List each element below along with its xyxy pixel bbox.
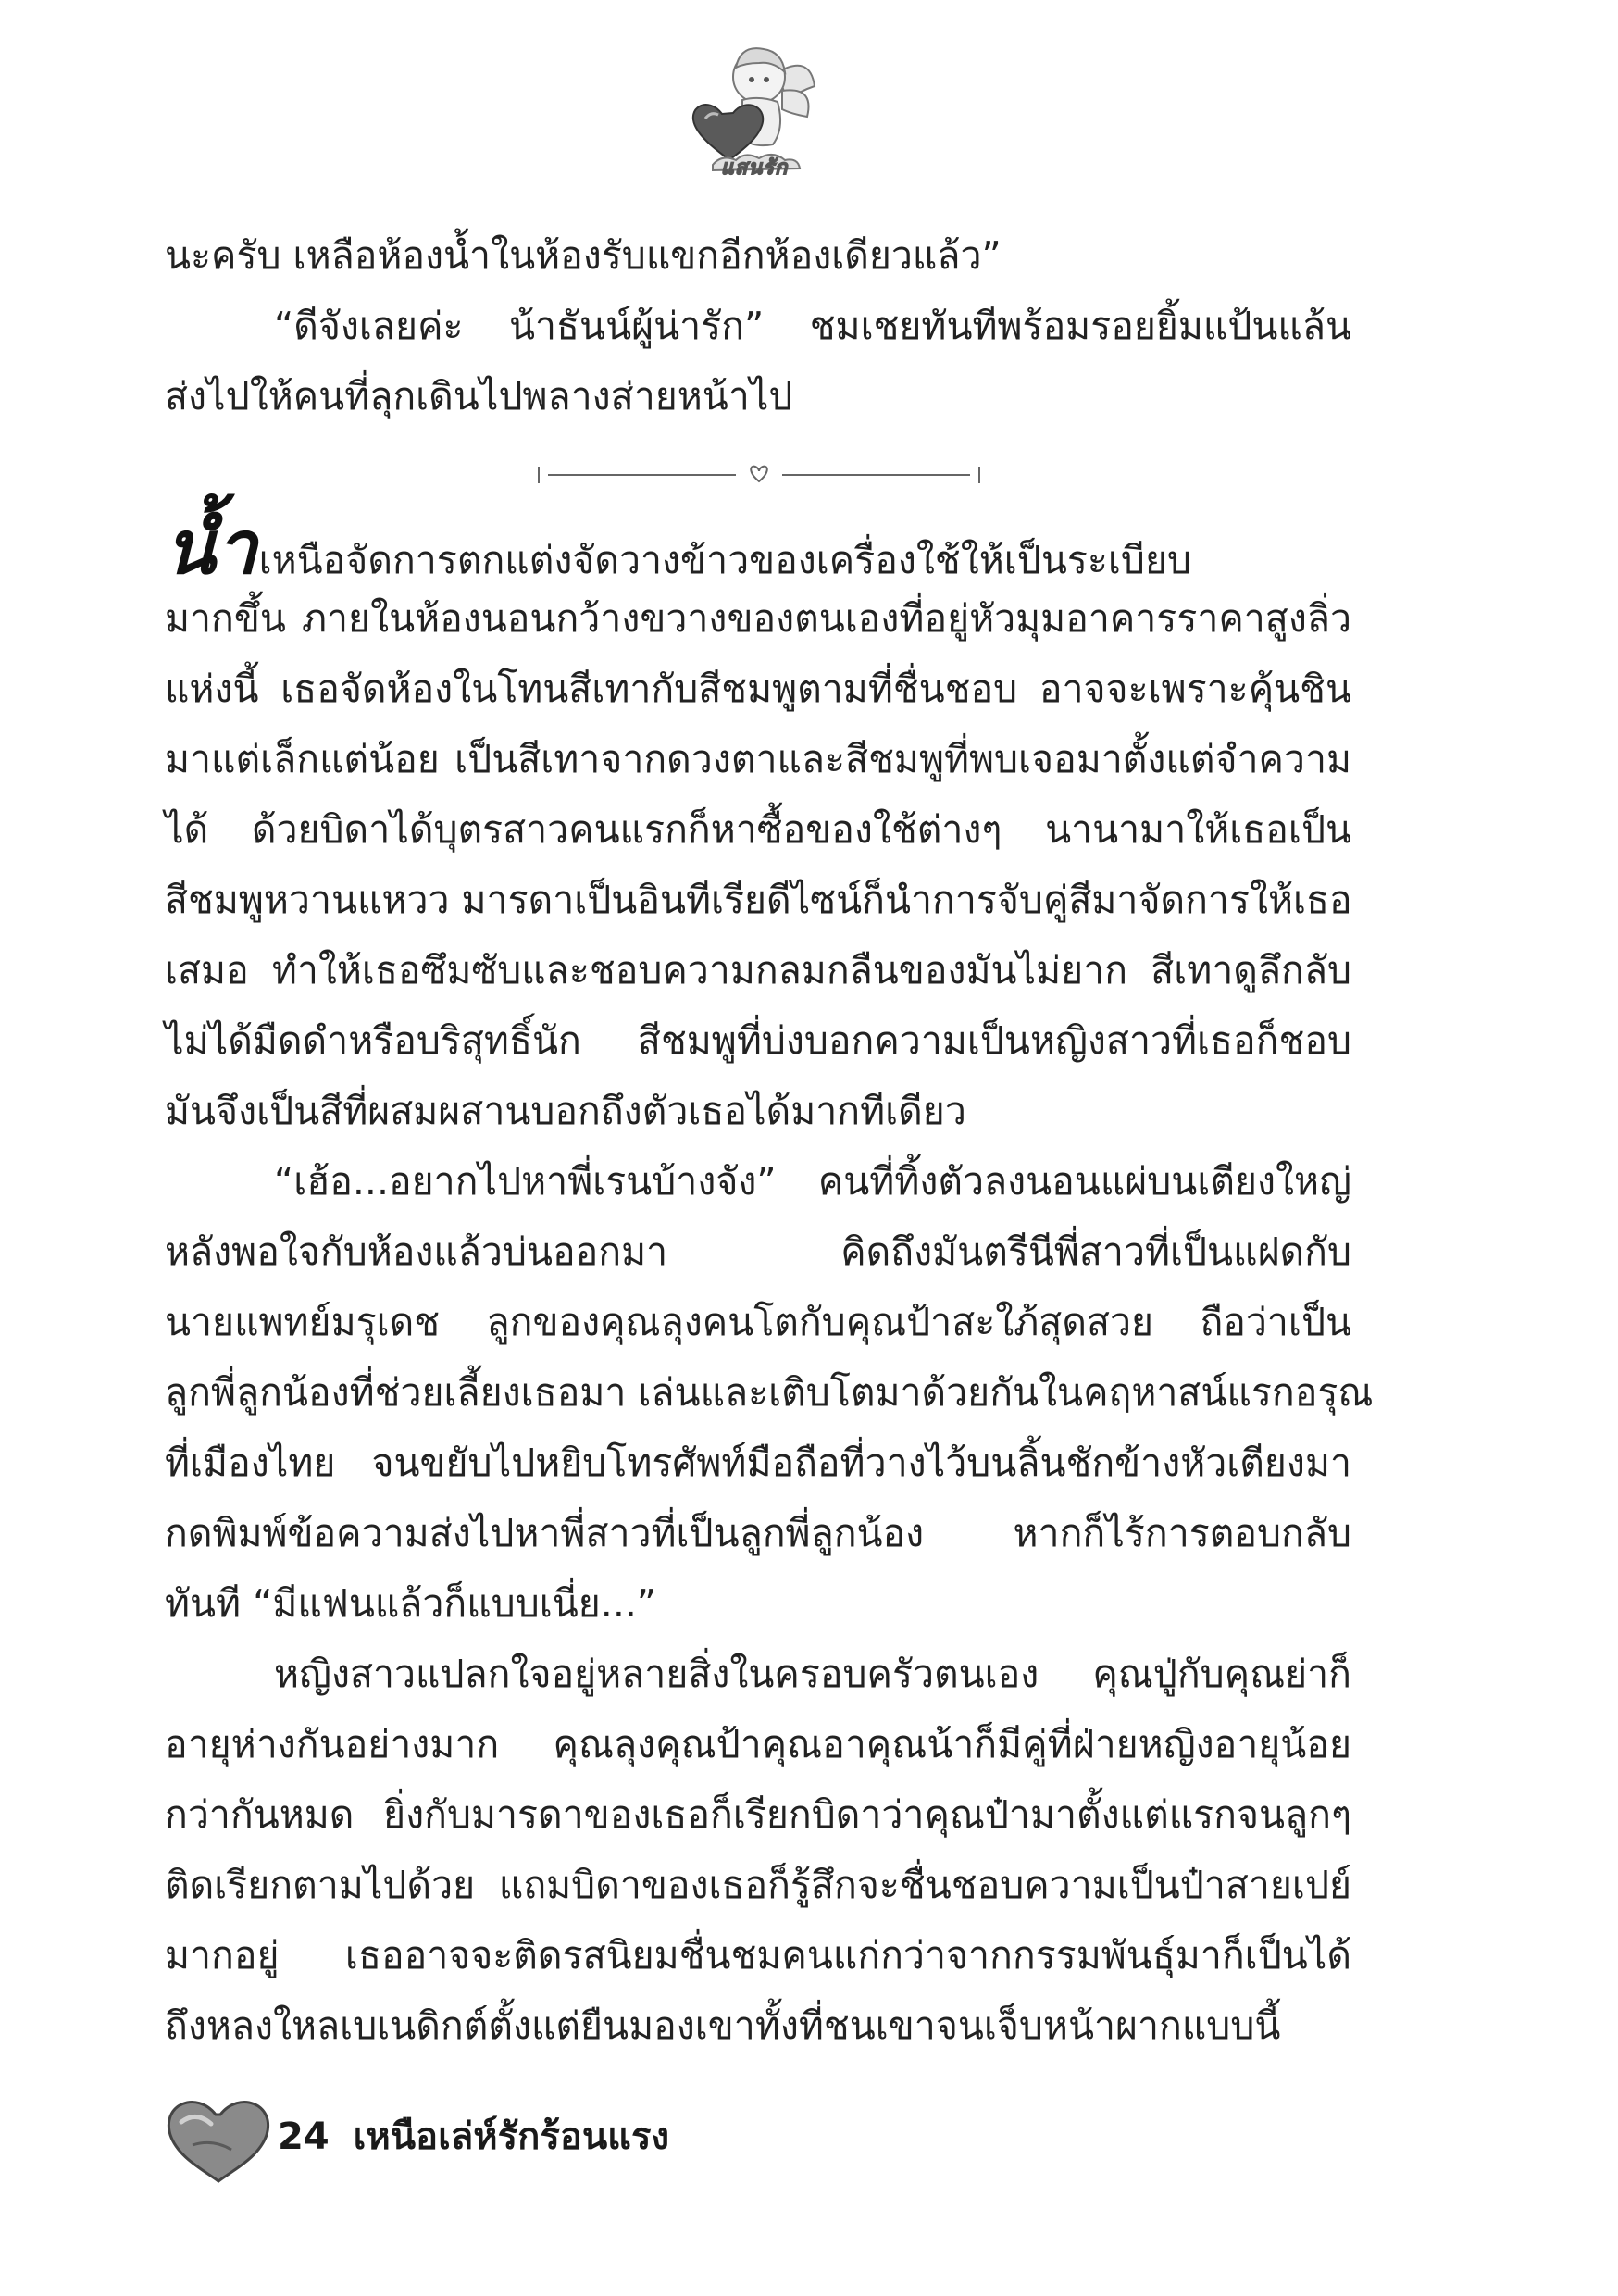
text-line: มันจึงเป็นสีที่ผสมผสานบอกถึงตัวเธอได้มากทีเดียว: [165, 1089, 966, 1133]
text-line: กว่ากันหมด ยิ่งกับมารดาของเธอก็เรียกบิดาว่าคุณป๋ามาตั้งแต่แรกจนลูกๆ: [165, 1792, 1351, 1837]
first-line-text: เหนือจัดการตกแต่งจัดวางข้าวของเครื่องใช้ให้เป็นระเบียบ: [258, 538, 1191, 582]
footer-heart-icon: [165, 2094, 274, 2185]
text-line: ที่เมืองไทย จนขยับไปหยิบโทรศัพท์มือถือที่วางไว้บนลิ้นชักข้างหัวเตียงมา: [165, 1441, 1351, 1485]
text-line: มากอยู่ เธออาจจะติดรสนิยมชื่นชมคนแก่กว่าจากกรรมพันธุ์มาก็เป็นได้: [165, 1933, 1351, 1978]
text-line: มาแต่เล็กแต่น้อย เป็นสีเทาจากดวงตาและสีชมพูที่พบเจอมาตั้งแต่จำความ: [165, 737, 1351, 781]
text-block-top: [165, 220, 1351, 431]
small-heart-icon: [751, 467, 767, 481]
logo-text: แสนรัก: [720, 156, 789, 180]
text-line: สีชมพูหวานแหวว มารดาเป็นอินทีเรียดีไซน์ก็นำการจับคู่สีมาจัดการให้เธอ: [165, 878, 1352, 922]
text-line: เสมอ ทำให้เธอซึมซับและชอบความกลมกลืนของมันไม่ยาก สีเทาดูลึกลับ: [165, 948, 1351, 992]
text-line: มากขึ้น ภายในห้องนอนกว้างขวางของตนเองที่อยู่หัวมุมอาคารราคาสูงลิ่ว: [165, 596, 1351, 641]
text-line: กดพิมพ์ข้อความส่งไปหาพี่สาวที่เป็นลูกพี่ลูกน้อง หากก็ไร้การตอบกลับ: [165, 1511, 1351, 1555]
text-line: ไม่ได้มืดดำหรือบริสุทธิ์นัก สีชมพูที่บ่งบอกความเป็นหญิงสาวที่เธอก็ชอบ: [165, 1018, 1351, 1063]
text-line: ส่งไปให้คนที่ลุกเดินไปพลางส่ายหน้าไป: [165, 374, 793, 418]
footer: [278, 2109, 669, 2165]
drop-cap: น้ำ: [165, 505, 257, 591]
text-line: หลังพอใจกับห้องแล้วบ่นออกมา คิดถึงมันตรีนีพี่สาวที่เป็นแฝดกับ: [165, 1229, 1351, 1274]
text-line: แห่งนี้ เธอจัดห้องในโทนสีเทากับสีชมพูตามที่ชื่นชอบ อาจจะเพราะคุ้นชิน: [165, 667, 1351, 711]
page-number: 24: [278, 2115, 330, 2158]
text-line: นายแพทย์มรุเดช ลูกของคุณลุงคนโตกับคุณป้าสะใภ้สุดสวย ถือว่าเป็น: [165, 1300, 1351, 1344]
text-line: หญิงสาวแปลกใจอยู่หลายสิ่งในครอบครัวตนเอง คุณปู่กับคุณย่าก็: [274, 1652, 1351, 1696]
text-line: “ดีจังเลยค่ะ น้าธันน์ผู้น่ารัก” ชมเชยทันทีพร้อมรอยยิ้มแป้นแล้น: [274, 304, 1351, 348]
text-line: ถึงหลงใหลเบเนดิกต์ตั้งแต่ยืนมองเขาทั้งที่ชนเขาจนเจ็บหน้าผากแบบนี้: [165, 2003, 1281, 2048]
text-block-main: [165, 505, 1374, 2061]
text-line: นะครับ เหลือห้องน้ำในห้องรับแขกอีกห้องเดียวแล้ว”: [165, 233, 1002, 278]
first-line-with-dropcap: [165, 505, 1351, 591]
section-separator: [537, 461, 981, 489]
text-line: ติดเรียกตามไปด้วย แถมบิดาของเธอก็รู้สึกจะชื่นชอบความเป็นป๋าสายเปย์: [165, 1863, 1351, 1907]
text-line: ได้ ด้วยบิดาได้บุตรสาวคนแรกก็หาซื้อของใช้ต่างๆ นานามาให้เธอเป็น: [165, 807, 1351, 852]
text-line: ลูกพี่ลูกน้องที่ช่วยเลี้ยงเธอมา เล่นและเติบโตมาด้วยกันในคฤหาสน์แรกอรุณ: [165, 1370, 1374, 1415]
text-line: อายุห่างกันอย่างมาก คุณลุงคุณป้าคุณอาคุณน้าก็มีคู่ที่ฝ่ายหญิงอายุน้อย: [165, 1722, 1351, 1766]
text-line: “เฮ้อ...อยากไปหาพี่เรนบ้างจัง” คนที่ทิ้งตัวลงนอนแผ่บนเตียงใหญ่: [274, 1159, 1351, 1204]
publisher-logo: [685, 35, 824, 183]
text-line: ทันที “มีแฟนแล้วก็แบบเนี่ย...”: [165, 1581, 657, 1626]
book-title: เหนือเล่ห์รักร้อนแรง: [353, 2115, 669, 2158]
